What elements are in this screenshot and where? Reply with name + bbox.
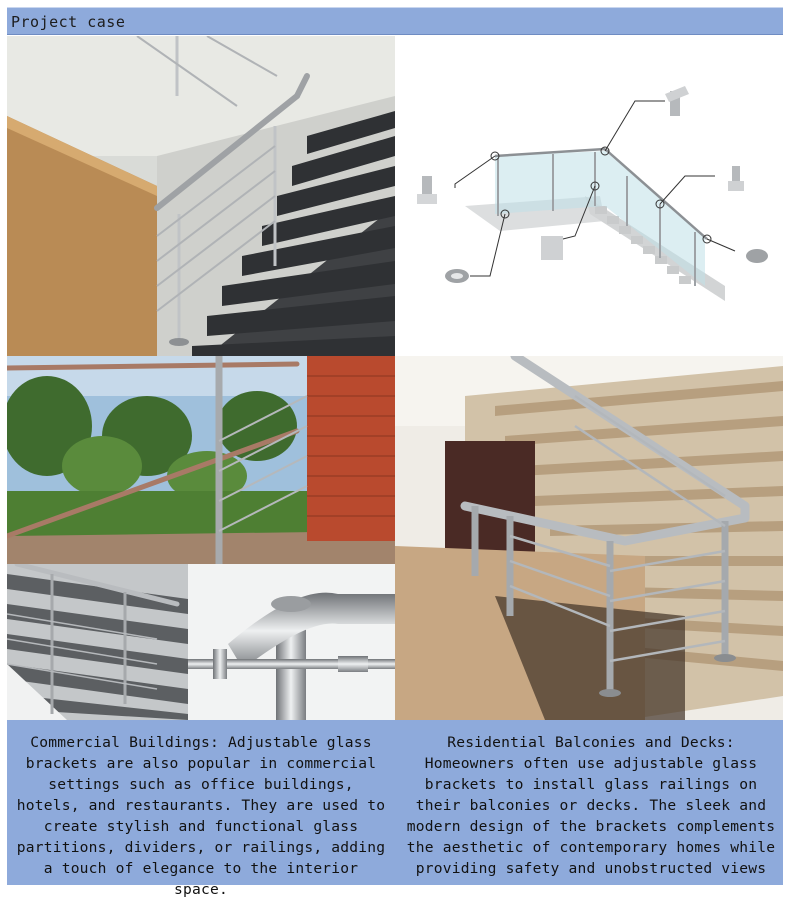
railing-components-diagram xyxy=(395,36,783,356)
railing-joint-closeup-photo xyxy=(188,564,395,720)
page-title: Project case xyxy=(11,13,126,31)
outdoor-balcony-railing-photo xyxy=(7,356,395,564)
caption-commercial-buildings: Commercial Buildings: Adjustable glass brackets are also popular in commercial settings such as office buildings, hotels, and restaurants. They are used to create stylish and functional glass partitions, dividers, or railings, adding a touch of elegance to the interior space. xyxy=(16,734,386,898)
indoor-stair-railing-photo xyxy=(395,356,783,720)
caption-residential-balconies: Residential Balconies and Decks: Homeowners often use adjustable glass brackets to install glass railings on their balconies or decks. The sleek and modern design of the brackets complements the aesthetic of contemporary homes while providing safety and unobstructed views xyxy=(406,734,776,877)
grey-stair-railing-photo xyxy=(7,564,188,720)
caption-band xyxy=(7,720,783,898)
header-bar xyxy=(7,7,783,35)
stair-railing-photo-wooden-wall xyxy=(7,36,395,356)
